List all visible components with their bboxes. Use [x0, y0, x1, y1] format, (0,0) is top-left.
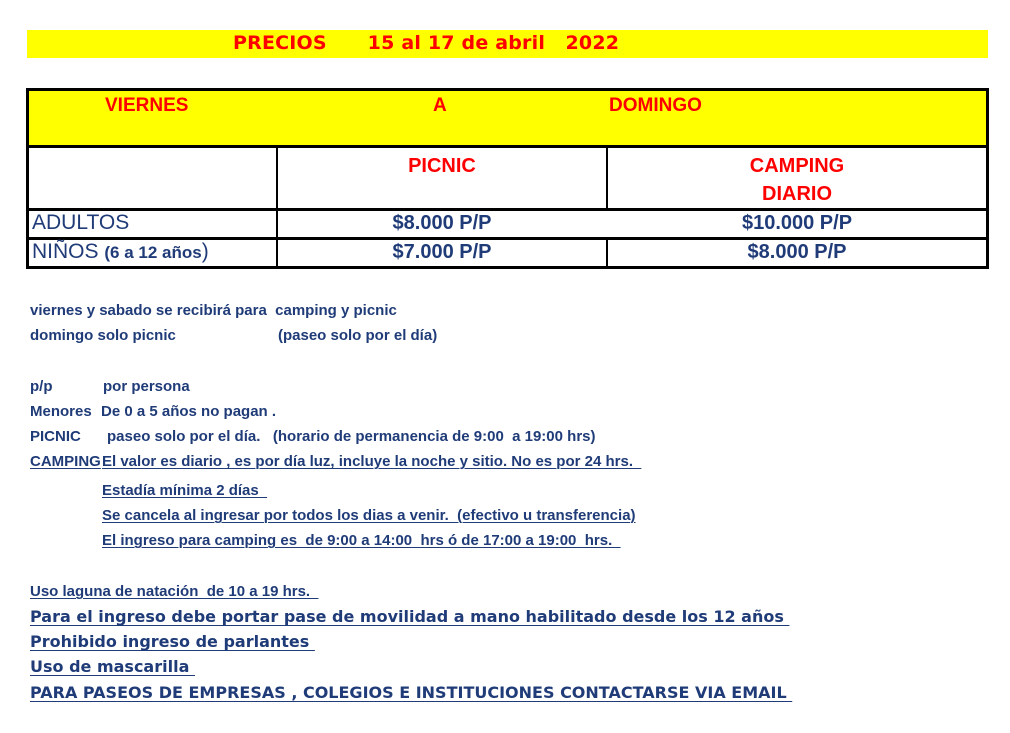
header-viernes: VIERNES: [105, 95, 189, 116]
note-domingo: domingo solo picnic: [30, 327, 176, 344]
note-menores-text: De 0 a 5 años no pagan .: [101, 403, 277, 420]
column-camping-diario: DIARIO: [762, 183, 832, 205]
ninos-age-close: ): [201, 240, 209, 263]
ninos-camping-price: $8.000 P/P: [747, 241, 847, 263]
header-domingo: DOMINGO: [609, 95, 702, 116]
note-menores-label: Menores: [30, 403, 92, 420]
note-camping-text-4: El ingreso para camping es de 9:00 a 14:00 hrs ó de 17:00 a 19:00 hrs.: [102, 532, 621, 549]
note-laguna: Uso laguna de natación de 10 a 19 hrs.: [30, 583, 319, 600]
column-picnic: PICNIC: [408, 155, 476, 177]
table-header-row: [29, 91, 986, 148]
note-camping-text-2: Estadía mínima 2 días: [102, 482, 268, 499]
row-divider-1: [29, 208, 986, 211]
rule-pase-movilidad: Para el ingreso debe portar pase de movilidad a mano habilitado desde los 12 años: [30, 607, 790, 626]
note-domingo-paseo: (paseo solo por el día): [278, 327, 438, 344]
note-picnic-label: PICNIC: [30, 428, 81, 445]
page-title: PRECIOS 15 al 17 de abril 2022: [233, 32, 620, 54]
ninos-label: NIÑOS: [32, 240, 99, 263]
ninos-age-note: (6 a 12 años: [104, 243, 202, 262]
note-pp-label: p/p: [30, 378, 53, 395]
note-camping-text-3: Se cancela al ingresar por todos los dias a venir. (efectivo u transferencia): [102, 507, 636, 524]
adultos-picnic-price: $8.000 P/P: [392, 212, 492, 234]
rule-mascarilla: Uso de mascarilla: [30, 657, 195, 676]
header-a: A: [433, 95, 447, 116]
rule-empresas-email: PARA PASEOS DE EMPRESAS , COLEGIOS E INSTITUCIONES CONTACTARSE VIA EMAIL: [30, 683, 793, 702]
column-camping: CAMPING: [749, 155, 845, 177]
note-viernes-sabado: viernes y sabado se recibirá para camping y picnic: [30, 302, 397, 319]
row-label-ninos: [32, 240, 209, 264]
row-label-adultos: ADULTOS: [32, 211, 130, 234]
note-camping-label: CAMPING: [30, 453, 101, 470]
adultos-camping-price: $10.000 P/P: [741, 212, 853, 234]
note-picnic-text: paseo solo por el día. (horario de permanencia de 9:00 a 19:00 hrs): [107, 428, 596, 445]
rule-parlantes: Prohibido ingreso de parlantes: [30, 632, 315, 651]
ninos-picnic-price: $7.000 P/P: [392, 241, 492, 263]
note-pp-text: por persona: [103, 378, 190, 395]
price-table: [26, 88, 989, 269]
note-camping-text-1: El valor es diario , es por día luz, incluye la noche y sitio. No es por 24 hrs.: [102, 453, 642, 470]
